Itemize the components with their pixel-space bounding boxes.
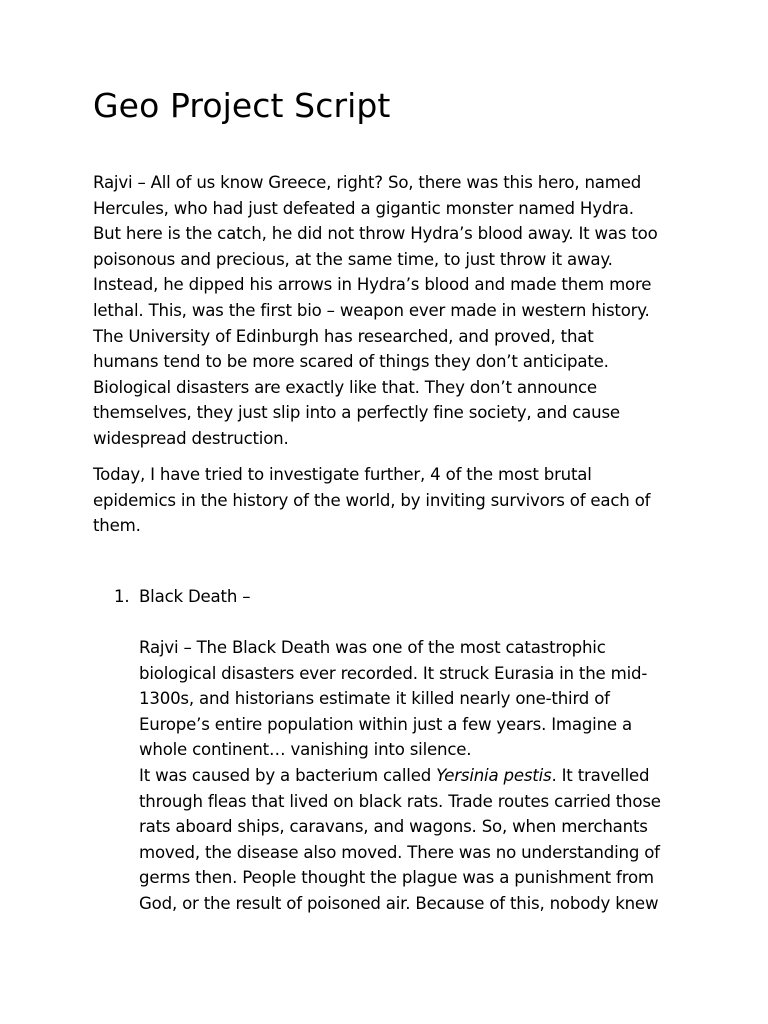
intro-line: Biological disasters are exactly like that. They don’t announce <box>93 377 597 397</box>
intro-line: poisonous and precious, at the same time, to just throw it away. <box>93 249 613 269</box>
list-item-line: 1300s, and historians estimate it killed nearly one-third of <box>139 689 610 709</box>
intro-line: lethal. This, was the first bio – weapon ever made in western history. <box>93 300 650 320</box>
intro-line: The University of Edinburgh has researched, and proved, that <box>93 326 594 346</box>
list-item-line: whole continent… vanishing into silence. <box>139 740 472 760</box>
list-item-paragraph-2 <box>139 763 699 917</box>
list-item-number: 1. <box>114 587 130 606</box>
second-paragraph-line: them. <box>93 516 141 536</box>
list-item-line: Rajvi – The Black Death was one of the most catastrophic <box>139 638 606 657</box>
intro-line: But here is the catch, he did not throw Hydra’s blood away. It was too <box>93 224 658 244</box>
second-paragraph-line: Today, I have tried to investigate further, 4 of the most brutal <box>93 465 592 484</box>
intro-line: humans tend to be more scared of things they don’t anticipate. <box>93 352 609 372</box>
species-name-italic: Yersinia pestis <box>436 766 552 785</box>
intro-line: Instead, he dipped his arrows in Hydra’s blood and made them more <box>93 275 652 295</box>
list-item-line: rats aboard ships, caravans, and wagons. So, when merchants <box>139 817 648 837</box>
second-paragraph <box>93 462 693 539</box>
list-item-heading <box>114 584 250 610</box>
document-title: Geo Project Script <box>93 86 391 125</box>
list-item-paragraph-1 <box>139 635 699 763</box>
list-item-line: moved, the disease also moved. There was no understanding of <box>139 842 660 862</box>
list-item-title: Black Death – <box>139 587 251 606</box>
intro-line: widespread destruction. <box>93 428 289 448</box>
list-item-line <box>139 763 699 789</box>
second-paragraph-line: epidemics in the history of the world, by inviting survivors of each of <box>93 490 651 510</box>
list-item-line: God, or the result of poisoned air. Because of this, nobody knew <box>139 893 659 913</box>
intro-line: themselves, they just slip into a perfectly fine society, and cause <box>93 403 620 423</box>
intro-line: Rajvi – All of us know Greece, right? So, there was this hero, named <box>93 173 642 192</box>
list-item-line: Europe’s entire population within just a few years. Imagine a <box>139 714 632 734</box>
list-item-line: through fleas that lived on black rats. Trade routes carried those <box>139 791 661 811</box>
list-item-line: biological disasters ever recorded. It struck Eurasia in the mid- <box>139 663 648 683</box>
list-item-line: germs then. People thought the plague was a punishment from <box>139 868 654 888</box>
intro-paragraph <box>93 170 693 452</box>
intro-line: Hercules, who had just defeated a gigantic monster named Hydra. <box>93 198 634 218</box>
line-text: It was caused by a bacterium called <box>139 766 437 785</box>
line-text: . It travelled <box>551 766 650 785</box>
